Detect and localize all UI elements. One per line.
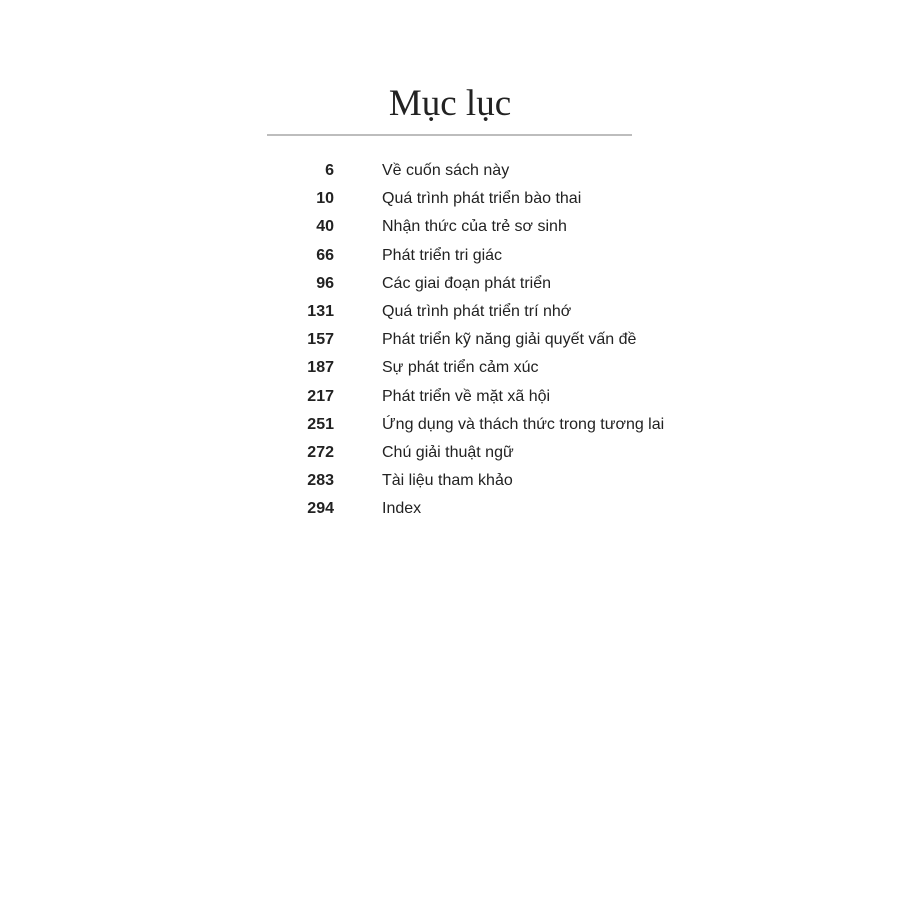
toc-page-number: 187 [307,359,334,377]
toc-page-number: 10 [316,190,334,208]
toc-entry[interactable] [0,185,900,213]
toc-page-number: 272 [307,443,334,461]
toc-entry[interactable] [0,242,900,270]
page-title: Mục lục [388,83,512,124]
toc-entry[interactable] [0,270,900,298]
toc-page-number: 40 [316,218,334,236]
toc-entry[interactable] [0,354,900,382]
toc-page-number: 6 [325,162,334,179]
toc-chapter-title: Chú giải thuật ngữ [382,443,514,461]
toc-entry[interactable] [0,157,900,185]
toc-entry[interactable] [0,439,900,467]
toc-chapter-title: Về cuốn sách này [382,162,510,179]
toc-page-number: 294 [307,500,334,518]
toc-entry[interactable] [0,467,900,495]
title-divider [267,134,632,136]
toc-page-number: 66 [316,246,334,264]
toc-chapter-title: Quá trình phát triển trí nhớ [382,302,572,320]
toc-chapter-title: Tài liệu tham khảo [382,472,513,490]
toc-chapter-title: Sự phát triển cảm xúc [382,359,539,377]
toc-page-number: 157 [307,331,334,349]
toc-chapter-title: Các giai đoạn phát triển [382,274,551,292]
toc-chapter-title: Nhận thức của trẻ sơ sinh [382,218,567,236]
toc-page-number: 217 [307,387,334,405]
toc-list [0,157,900,523]
toc-page-number: 283 [307,472,334,490]
toc-entry[interactable] [0,298,900,326]
toc-chapter-title: Phát triển tri giác [382,246,503,264]
toc-entry[interactable] [0,213,900,241]
toc-entry[interactable] [0,383,900,411]
toc-chapter-title: Ứng dụng và thách thức trong tương lai [382,415,665,433]
toc-entry[interactable] [0,326,900,354]
toc-page-number: 131 [307,302,334,320]
toc-chapter-title: Quá trình phát triển bào thai [382,190,582,208]
toc-page-number: 251 [307,415,334,433]
toc-chapter-title: Phát triển kỹ năng giải quyết vấn đề [382,331,637,349]
toc-entry[interactable] [0,495,900,523]
toc-chapter-title: Index [382,500,422,518]
toc-entry[interactable] [0,411,900,439]
toc-page-number: 96 [316,274,334,292]
toc-chapter-title: Phát triển về mặt xã hội [382,387,551,405]
